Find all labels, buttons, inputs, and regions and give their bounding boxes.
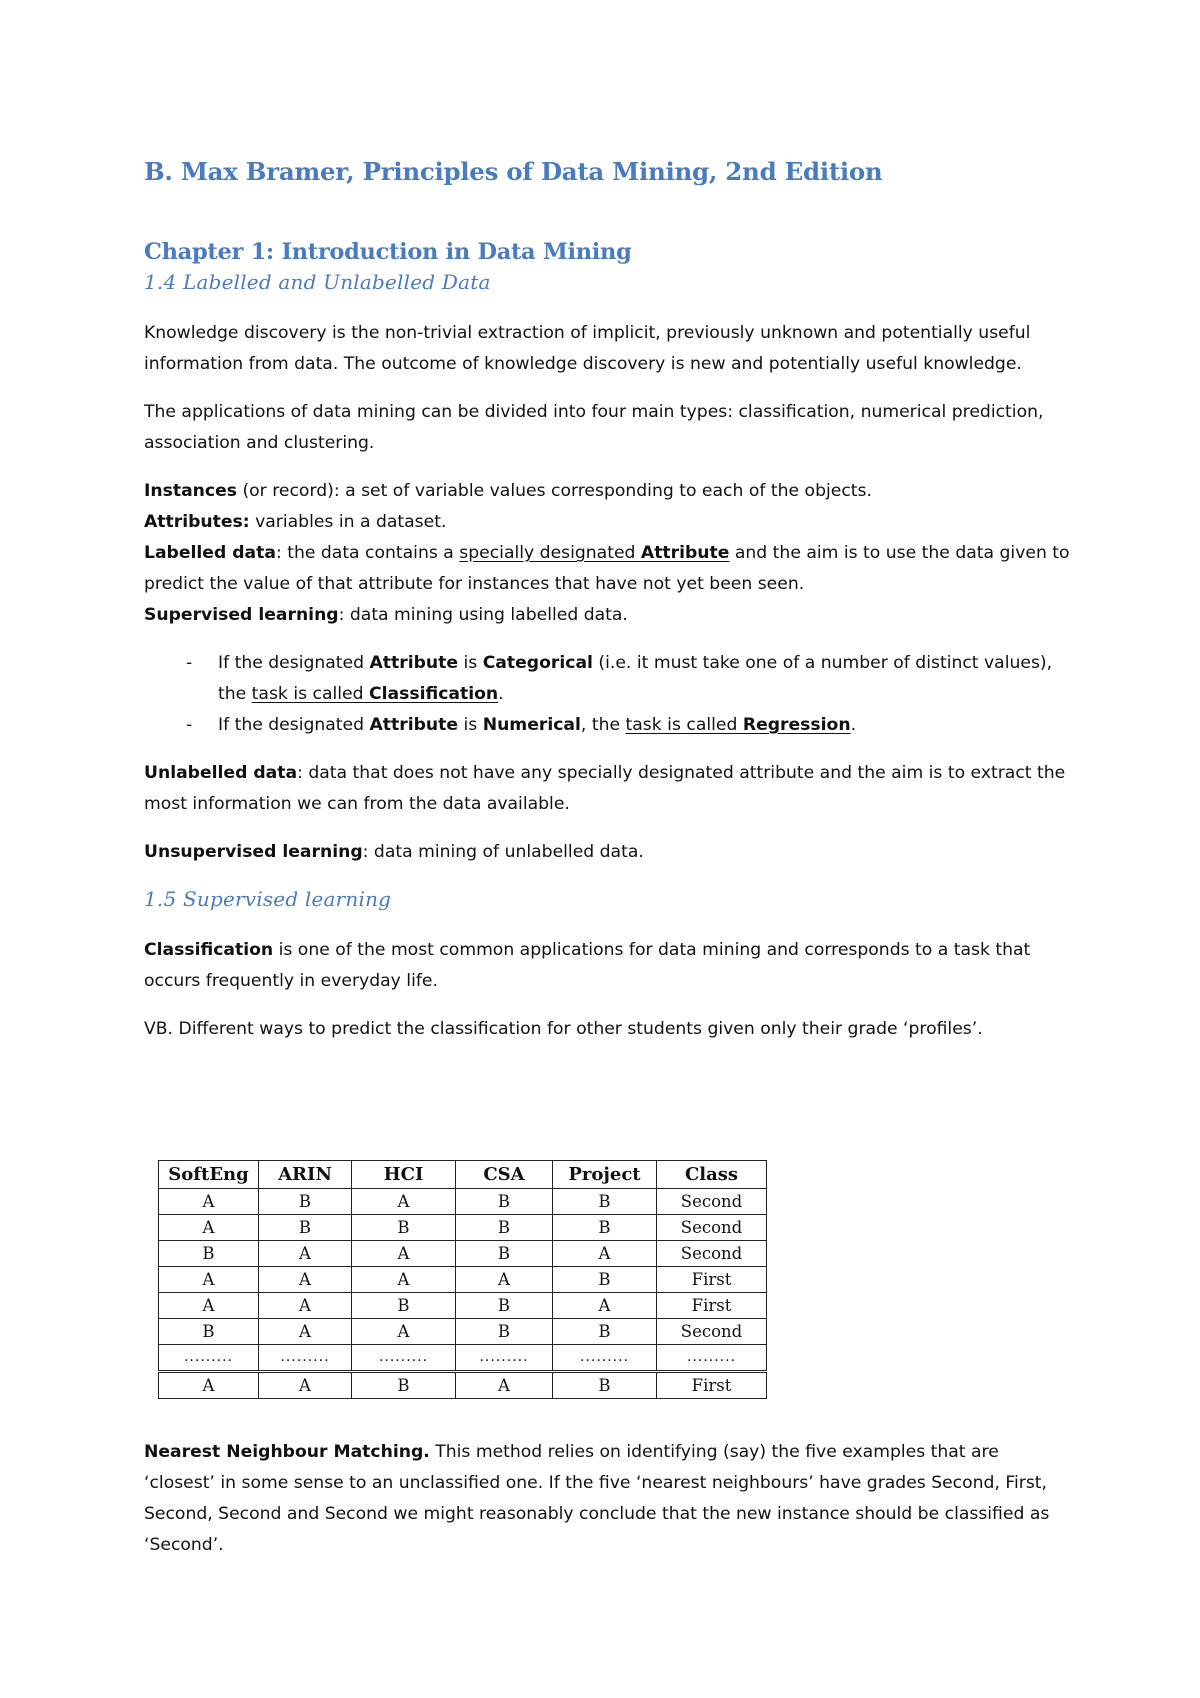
document-title: B. Max Bramer, Principles of Data Mining, 2nd Edition [144,157,883,186]
table-cell: A [159,1293,259,1319]
column-header: CSA [456,1161,553,1189]
table-row [159,1241,767,1267]
table-cell: A [159,1215,259,1241]
table-cell: Second [657,1241,767,1267]
table-row-last [159,1372,767,1399]
chapter-heading: Chapter 1: Introduction in Data Mining [144,239,632,265]
table-cell: A [259,1372,352,1399]
table-cell: A [352,1267,456,1293]
underlined-phrase [626,715,851,735]
table-cell: B [352,1215,456,1241]
underlined-phrase [459,543,729,563]
bullet-text: If the designated [218,715,370,735]
table-cell: A [159,1267,259,1293]
bullet-text: If the designated [218,653,370,673]
dash-bullet: - [186,653,193,673]
table-row [159,1189,767,1215]
paragraph-vb: VB. Different ways to predict the classification for other students given only their grade ‘profiles’. [144,1019,983,1039]
table-cell: B [553,1372,657,1399]
column-header: HCI [352,1161,456,1189]
table-cell: A [553,1241,657,1267]
definition-labelled-text-1: : the data contains a [275,543,460,563]
paragraph-knowledge-discovery: Knowledge discovery is the non-trivial extraction of implicit, previously unknown and potentially useful information from data. The outcome of knowledge discovery is new and potentially useful knowledge. [144,323,1031,374]
document-body-continued [144,1437,1074,1561]
term-labelled-data: Labelled data [144,543,276,563]
table-cell: A [456,1267,553,1293]
table-cell: ......... [553,1345,657,1372]
paragraph-classification [144,935,1074,997]
table-header-row [159,1161,767,1189]
bullet-text: is [458,653,483,673]
term-unsupervised-learning: Unsupervised learning [144,842,363,862]
table-cell: A [456,1372,553,1399]
table-cell: A [159,1372,259,1399]
table-cell: B [352,1293,456,1319]
underlined-text: specially designated [459,543,641,563]
bullet-list [144,648,1074,741]
term-unlabelled-data: Unlabelled data [144,763,298,783]
document-body [144,155,1074,1045]
table-cell: B [553,1215,657,1241]
bullet-bold: Attribute [369,653,459,673]
bullet-text: . [850,715,857,735]
definition-unsupervised-learning [144,837,1074,868]
table-cell: A [553,1293,657,1319]
definition-instances-text: (or record): a set of variable values corresponding to each of the objects. [237,481,872,501]
definition-unlabelled-data [144,758,1074,820]
definition-unsupervised-text: : data mining of unlabelled data. [362,842,644,862]
table-cell: Second [657,1215,767,1241]
term-instances: Instances [144,481,237,501]
definition-labelled-data [144,538,1074,600]
underlined-bold-regression: Regression [742,715,851,735]
table-cell: First [657,1372,767,1399]
table-cell: B [456,1189,553,1215]
table-cell: B [553,1189,657,1215]
bullet-text: . [498,684,504,704]
bullet-bold: Categorical [482,653,593,673]
paragraph-classification-text: is one of the most common applications for data mining and corresponds to a task that occurs frequently in everyday life. [144,940,1031,991]
column-header: Class [657,1161,767,1189]
table-row [159,1293,767,1319]
table-row [159,1267,767,1293]
table-cell: B [352,1372,456,1399]
term-classification: Classification [144,940,274,960]
table-cell: A [352,1241,456,1267]
dash-bullet: - [186,715,193,735]
underlined-text: task is called [625,715,743,735]
table-cell: ......... [259,1345,352,1372]
table-cell: B [259,1215,352,1241]
table-cell: A [159,1189,259,1215]
table-cell: B [553,1319,657,1345]
bullet-text: is [458,715,483,735]
table-cell: B [159,1241,259,1267]
table-cell: A [259,1293,352,1319]
section-heading-1-4: 1.4 Labelled and Unlabelled Data [144,270,491,294]
column-header: Project [553,1161,657,1189]
table-cell: A [259,1319,352,1345]
table-cell: B [456,1215,553,1241]
term-attributes: Attributes: [144,512,250,532]
definition-attributes-text: variables in a dataset. [249,512,447,532]
table-cell: B [456,1293,553,1319]
underlined-text: task is called [251,684,369,704]
definition-attributes [144,507,1074,538]
table-cell: B [259,1189,352,1215]
list-item [144,648,1074,710]
column-header: ARIN [259,1161,352,1189]
bullet-bold: Attribute [369,715,459,735]
definition-labelled-text-2: and the aim is to use the data given to predict the value of that attribute for instances that have not yet been seen. [144,543,1070,594]
table-cell: First [657,1293,767,1319]
table-cell: ......... [657,1345,767,1372]
table-cell: B [456,1241,553,1267]
definition-supervised-learning [144,600,1074,631]
definition-instances [144,476,1074,507]
list-item [144,710,1074,741]
bullet-text: , the [580,715,626,735]
table-row-ellipsis [159,1345,767,1372]
underlined-bold-attribute: Attribute [640,543,730,563]
table-cell: ......... [159,1345,259,1372]
paragraph-applications: The applications of data mining can be divided into four main types: classification, numerical prediction, association and clustering. [144,402,1044,453]
table-cell: A [352,1319,456,1345]
table-row [159,1215,767,1241]
table-cell: B [553,1267,657,1293]
grades-table [158,1160,767,1399]
underlined-bold-classification: Classification [369,684,499,704]
section-heading-1-5: 1.5 Supervised learning [144,887,392,911]
term-nearest-neighbour: Nearest Neighbour Matching. [144,1442,430,1462]
table-cell: B [456,1319,553,1345]
table-cell: A [259,1267,352,1293]
table-cell: B [159,1319,259,1345]
underlined-phrase [252,684,498,704]
table-cell: A [259,1241,352,1267]
paragraph-nearest-neighbour [144,1437,1074,1561]
bullet-bold: Numerical [482,715,581,735]
table-cell: First [657,1267,767,1293]
table-cell: ......... [456,1345,553,1372]
bullet-text: (i.e. it must take one of a number of distinct values), the [218,653,1053,704]
column-header: SoftEng [159,1161,259,1189]
table-cell: A [352,1189,456,1215]
table-row [159,1319,767,1345]
term-supervised-learning: Supervised learning [144,605,339,625]
paragraph-nearest-neighbour-text: This method relies on identifying (say) the five examples that are ‘closest’ in some sense to an unclassified one. If the five ‘nearest neighbours’ have grades Second, First, Second, Second and Second we might reasonably conclude that the new instance should be classified as ‘Second’. [144,1442,1050,1555]
definition-unlabelled-text: : data that does not have any specially designated attribute and the aim is to extract the most information we can from the data available. [144,763,1066,814]
table-cell: ......... [352,1345,456,1372]
definition-supervised-text: : data mining using labelled data. [338,605,628,625]
table-cell: Second [657,1189,767,1215]
table-cell: Second [657,1319,767,1345]
